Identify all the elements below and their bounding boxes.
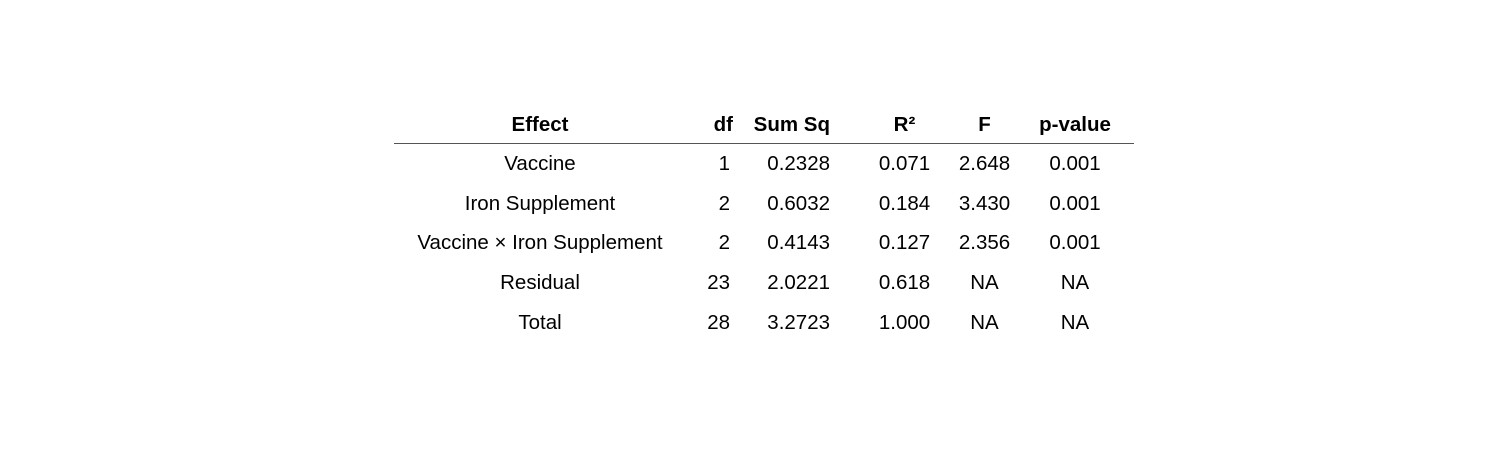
- header-effect: Effect: [394, 106, 686, 144]
- cell-f: NA: [970, 271, 999, 295]
- cell-f: 2.648: [958, 151, 1011, 175]
- cell-p-value: 0.001: [1049, 231, 1101, 255]
- cell-r2: 0.071: [878, 151, 931, 175]
- cell-effect: Total: [518, 311, 562, 335]
- cell-df: 23: [707, 271, 730, 295]
- cell-sum-sq: 0.4143: [767, 231, 830, 255]
- table-row: [394, 224, 1134, 264]
- table-row: [394, 184, 1134, 224]
- cell-df: 1: [718, 151, 730, 175]
- cell-p-value: NA: [1060, 271, 1090, 295]
- cell-f: 2.356: [958, 231, 1011, 255]
- cell-sum-sq: 3.2723: [767, 311, 830, 335]
- cell-r2: 0.184: [878, 191, 931, 215]
- header-r2: R²: [830, 106, 953, 144]
- cell-sum-sq: 0.6032: [767, 191, 830, 215]
- cell-r2: 0.618: [878, 271, 931, 295]
- cell-sum-sq: 2.0221: [767, 271, 830, 295]
- table-row: [394, 144, 1134, 184]
- cell-r2: 1.000: [878, 311, 931, 335]
- anova-table: [394, 106, 1134, 343]
- cell-sum-sq: 0.2328: [767, 151, 830, 175]
- cell-f: 3.430: [958, 191, 1011, 215]
- header-p-value: p-value: [1016, 106, 1134, 144]
- table-row: [394, 263, 1134, 303]
- header-df: df: [686, 106, 740, 144]
- header-f: F: [953, 106, 1016, 144]
- cell-p-value: 0.001: [1049, 191, 1101, 215]
- cell-df: 28: [707, 311, 730, 335]
- cell-f: NA: [970, 311, 999, 335]
- table-row: [394, 303, 1134, 343]
- cell-r2: 0.127: [878, 231, 931, 255]
- header-sum-sq: Sum Sq: [740, 106, 830, 144]
- cell-effect: Vaccine: [504, 151, 576, 175]
- cell-effect: Vaccine × Iron Supplement: [417, 231, 663, 255]
- cell-df: 2: [718, 231, 730, 255]
- header-row: [394, 106, 1134, 144]
- cell-df: 2: [718, 191, 730, 215]
- cell-p-value: 0.001: [1049, 151, 1101, 175]
- cell-p-value: NA: [1060, 311, 1090, 335]
- cell-effect: Residual: [500, 271, 580, 295]
- cell-effect: Iron Supplement: [464, 191, 616, 215]
